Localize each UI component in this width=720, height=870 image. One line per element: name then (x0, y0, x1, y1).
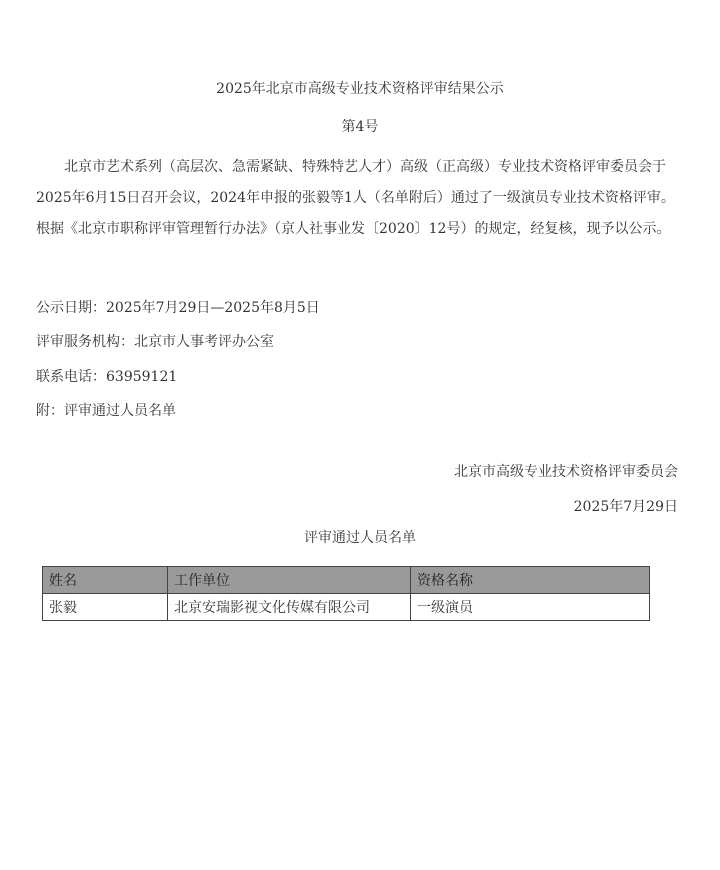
cell-name: 张毅 (43, 594, 168, 621)
service-agency: 评审服务机构：北京市人事考评办公室 (36, 334, 274, 350)
signing-date: 2025年7月29日 (573, 499, 678, 515)
header-employer: 工作单位 (168, 567, 411, 594)
cell-qualification: 一级演员 (411, 594, 650, 621)
header-qualification: 资格名称 (411, 567, 650, 594)
notice-title: 2025年北京市高级专业技术资格评审结果公示 (216, 81, 504, 97)
cell-employer: 北京安瑞影视文化传媒有限公司 (168, 594, 411, 621)
roster-table (42, 566, 650, 621)
notice-body: 北京市艺术系列（高层次、急需紧缺、特殊特艺人才）高级（正高级）专业技术资格评审委员会于2025年6月15日召开会议，2024年申报的张毅等1人（名单附后）通过了一级演员专业技术资格评审。根据《北京市职称评审管理暂行办法》（京人社事业发〔2020〕12号）的规定，经复核，现予以公示。 (36, 159, 675, 237)
signer-committee: 北京市高级专业技术资格评审委员会 (454, 464, 678, 480)
roster-header-row (43, 567, 650, 594)
notice-number: 第4号 (341, 119, 379, 135)
attachment-note: 附：评审通过人员名单 (36, 403, 176, 419)
publicity-period: 公示日期：2025年7月29日—2025年8月5日 (36, 300, 320, 316)
header-name: 姓名 (43, 567, 168, 594)
contact-phone: 联系电话：63959121 (36, 369, 178, 385)
roster-title: 评审通过人员名单 (304, 530, 416, 546)
table-row (43, 594, 650, 621)
